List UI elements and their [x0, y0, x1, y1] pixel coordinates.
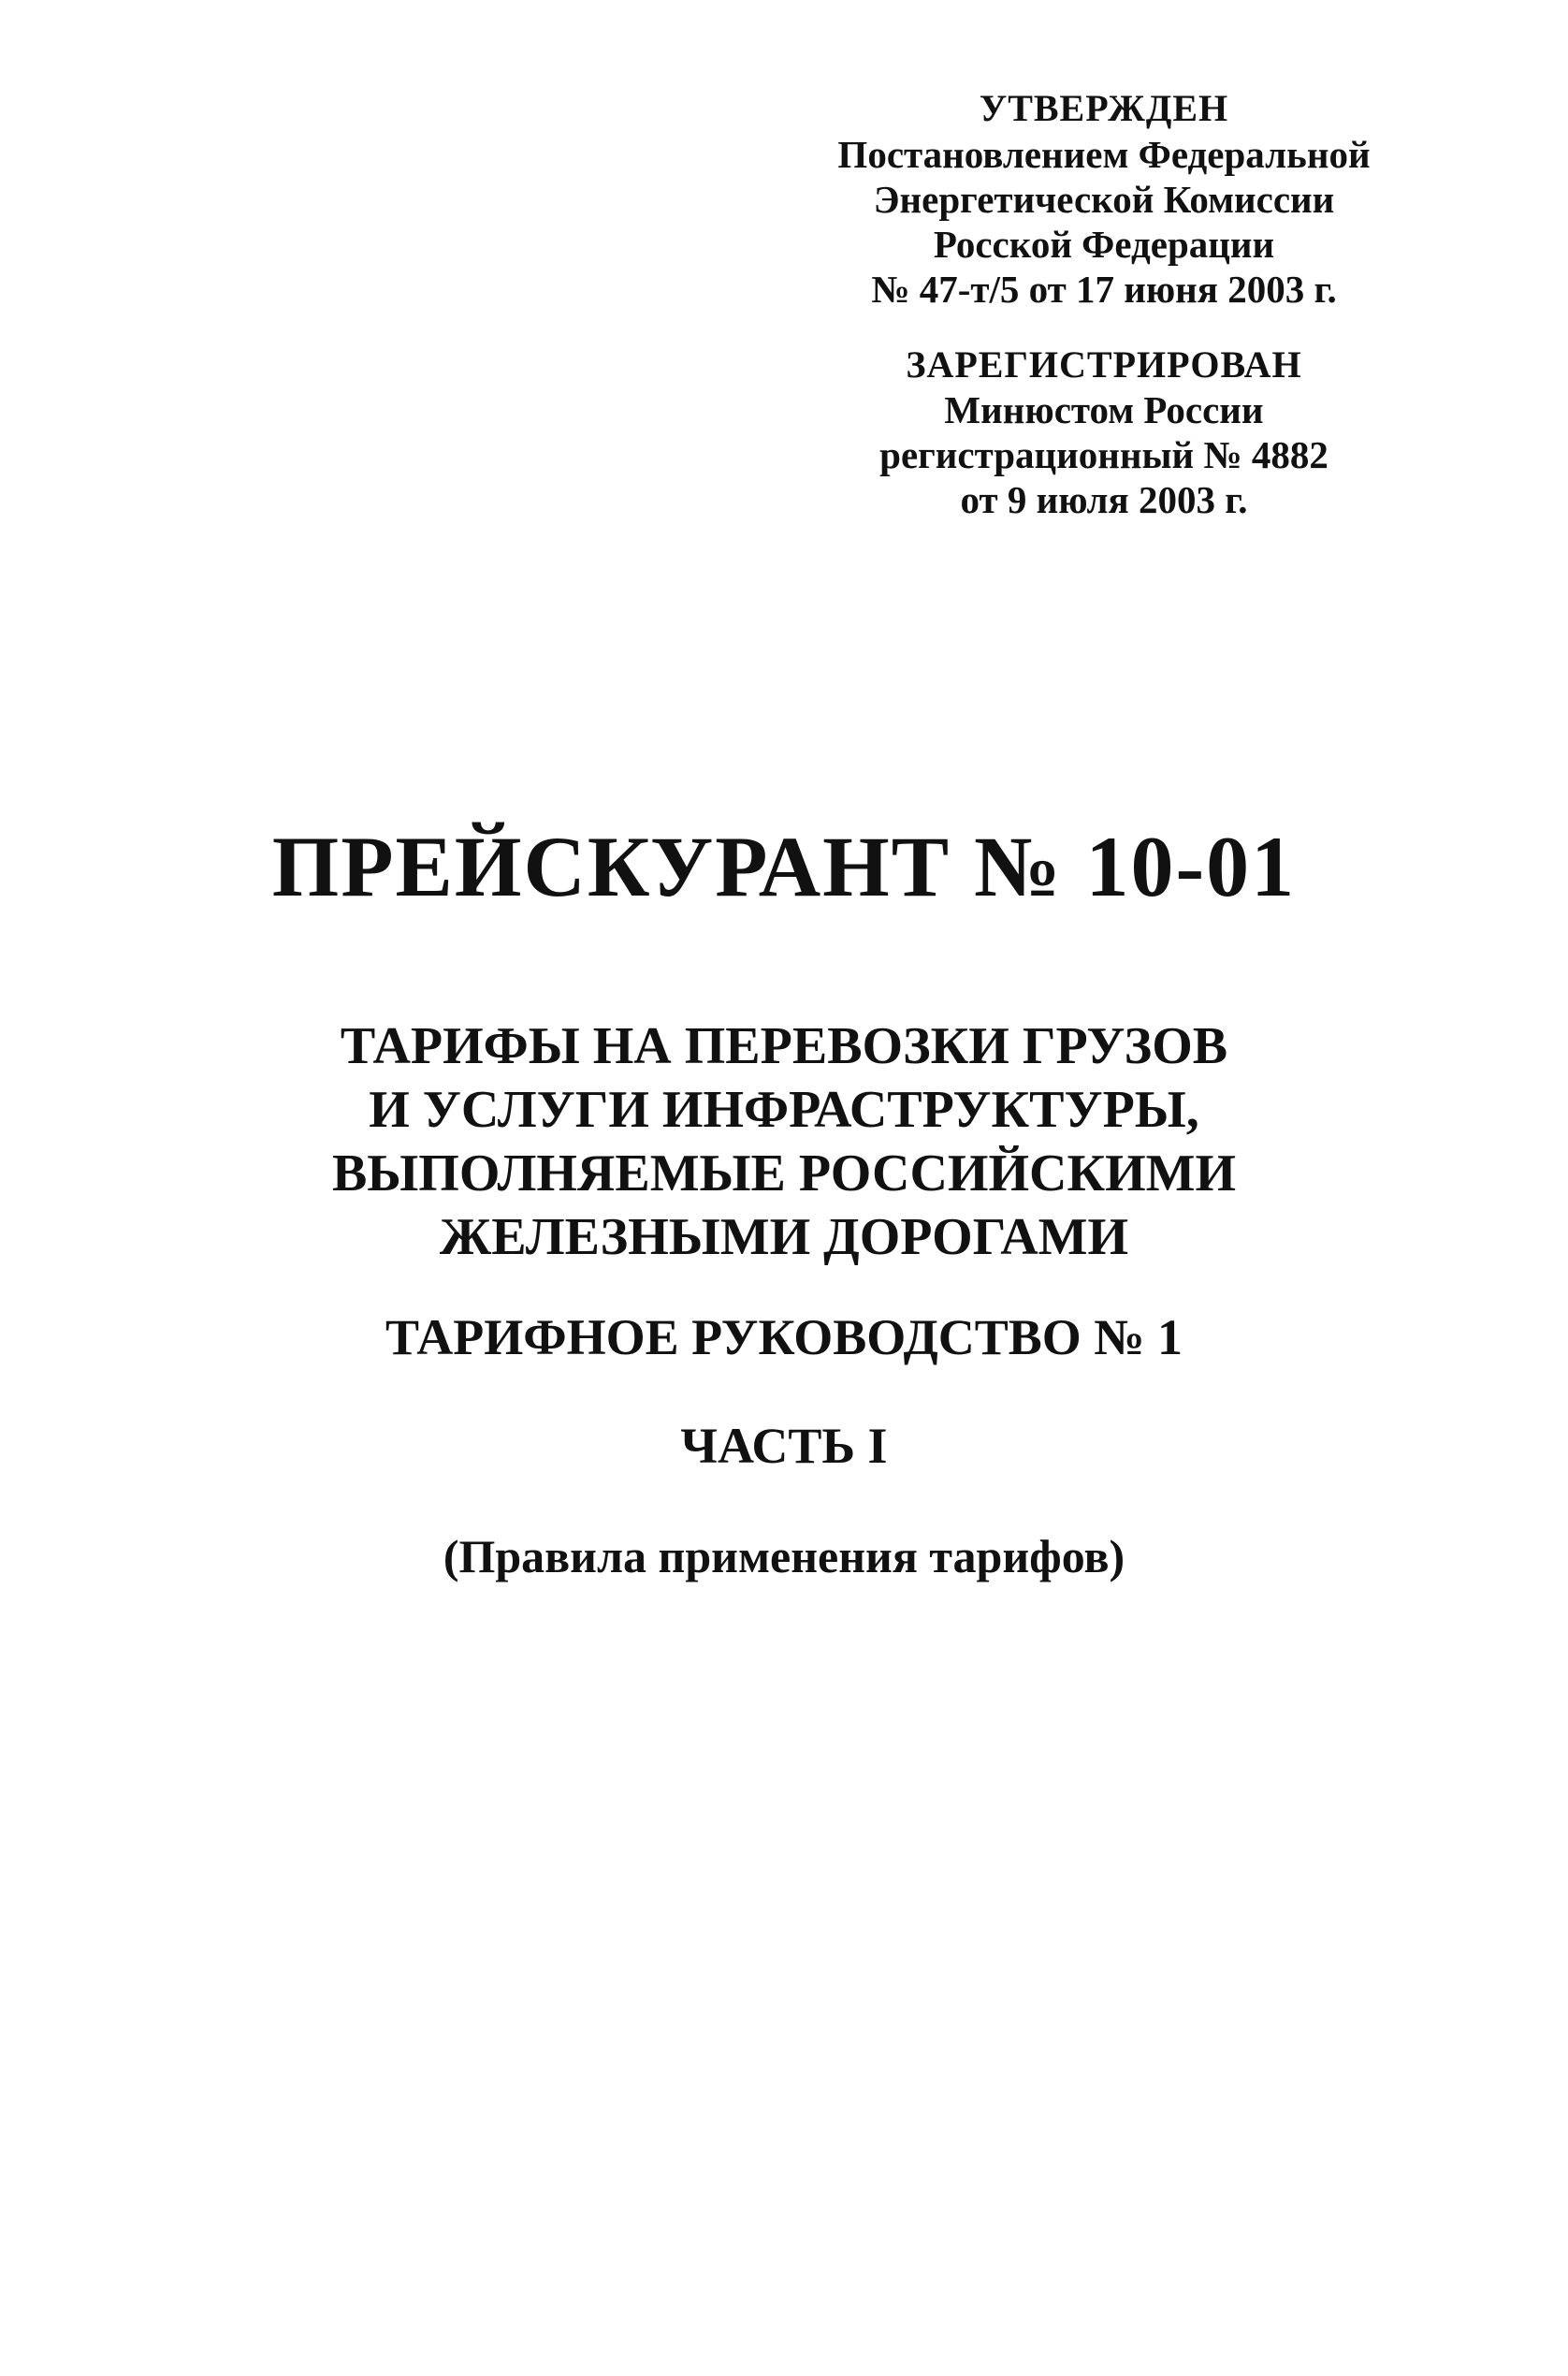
approval-line: Постановлением Федеральной — [837, 133, 1371, 176]
price-list-title: ПРЕЙСКУРАНТ № 10-01 — [271, 819, 1297, 914]
registration-line: от 9 июля 2003 г. — [960, 478, 1248, 521]
registration-line: регистрационный № 4882 — [879, 433, 1328, 476]
tariff-guide-heading: ТАРИФНОЕ РУКОВОДСТВО № 1 — [385, 1309, 1183, 1365]
subtitle-line: ВЫПОЛНЯЕМЫЕ РОССИЙСКИМИ — [331, 1144, 1237, 1203]
subtitle-line: И УСЛУГИ ИНФРАСТРУКТУРЫ, — [369, 1081, 1199, 1139]
approval-line: Росской Федерации — [933, 223, 1275, 266]
approval-heading: УТВЕРЖДЕН — [979, 87, 1229, 129]
part-heading: ЧАСТЬ I — [680, 1418, 888, 1474]
subtitle-line: ТАРИФЫ НА ПЕРЕВОЗКИ ГРУЗОВ — [340, 1017, 1228, 1075]
registration-line: Минюстом России — [944, 388, 1264, 431]
approval-line: Энергетической Комиссии — [873, 178, 1335, 221]
approval-stamp — [748, 0, 1459, 561]
subtitle-line: ЖЕЛЕЗНЫМИ ДОРОГАМИ — [439, 1208, 1129, 1266]
part-note: (Правила применения тарифов) — [443, 1530, 1125, 1582]
approval-line: № 47-т/5 от 17 июня 2003 г. — [871, 268, 1337, 311]
registration-heading: ЗАРЕГИСТРИРОВАН — [906, 343, 1302, 386]
